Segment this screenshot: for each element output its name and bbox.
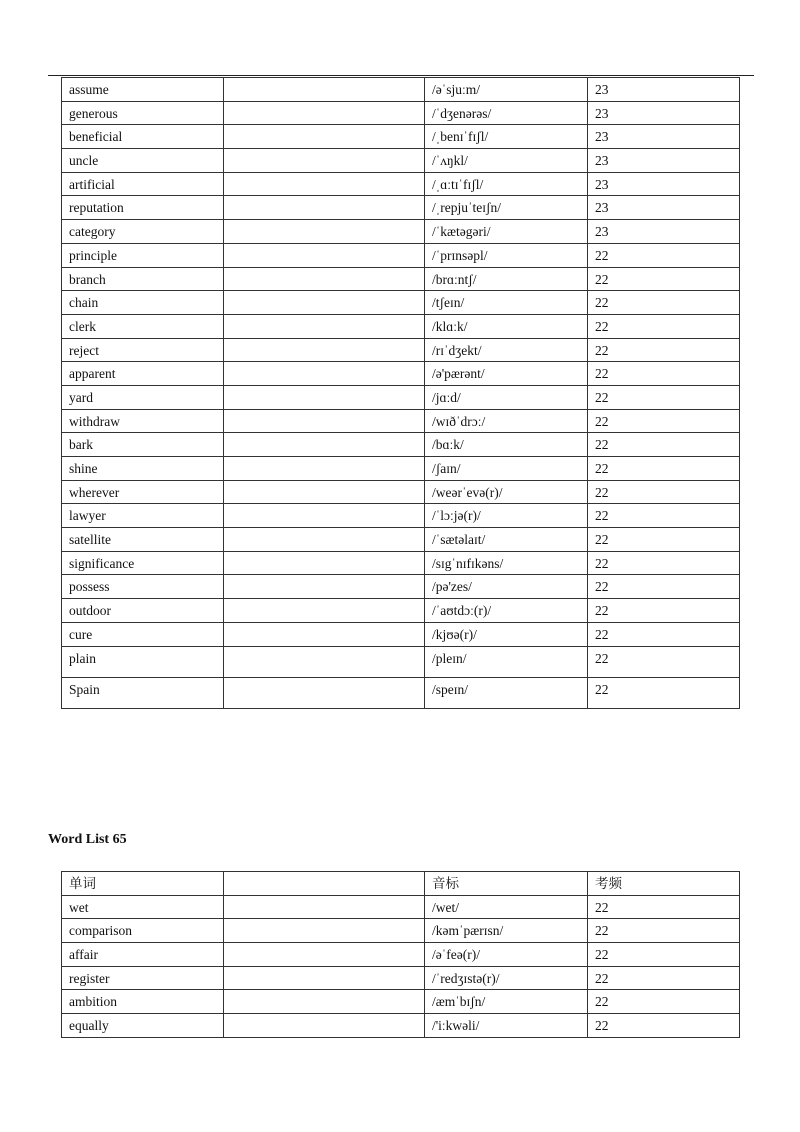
phonetic-cell: /ˈsætəlaɪt/ [425, 528, 588, 552]
blank-cell [224, 599, 425, 623]
frequency-cell: 23 [588, 220, 740, 244]
word-cell: reputation [62, 196, 224, 220]
blank-cell [224, 196, 425, 220]
word-table-continued [61, 77, 740, 709]
frequency-cell: 22 [588, 677, 740, 708]
blank-cell [224, 78, 425, 102]
frequency-cell: 22 [588, 314, 740, 338]
table-row [62, 919, 740, 943]
word-cell: satellite [62, 528, 224, 552]
table-row [62, 457, 740, 481]
table-row [62, 575, 740, 599]
frequency-cell: 23 [588, 172, 740, 196]
word-cell: assume [62, 78, 224, 102]
word-cell: outdoor [62, 599, 224, 623]
blank-cell [224, 172, 425, 196]
blank-cell [224, 622, 425, 646]
word-cell: comparison [62, 919, 224, 943]
frequency-cell: 23 [588, 78, 740, 102]
blank-cell [224, 480, 425, 504]
phonetic-cell: /əˈfeə(r)/ [425, 943, 588, 967]
frequency-cell: 22 [588, 575, 740, 599]
frequency-cell: 22 [588, 990, 740, 1014]
table-row [62, 895, 740, 919]
frequency-cell: 22 [588, 480, 740, 504]
blank-cell [224, 677, 425, 708]
blank-cell [224, 433, 425, 457]
frequency-cell: 22 [588, 504, 740, 528]
blank-cell [224, 966, 425, 990]
phonetic-cell: /klɑːk/ [425, 314, 588, 338]
page-header-rule [48, 75, 754, 76]
word-cell: branch [62, 267, 224, 291]
table-row [62, 196, 740, 220]
section-title: Word List 65 [48, 832, 127, 847]
phonetic-cell: /weərˈevə(r)/ [425, 480, 588, 504]
frequency-cell: 22 [588, 433, 740, 457]
phonetic-cell: /ˈkætəgəri/ [425, 220, 588, 244]
frequency-cell: 22 [588, 895, 740, 919]
table-row [62, 599, 740, 623]
phonetic-cell: /əˈsjuːm/ [425, 78, 588, 102]
word-cell: generous [62, 101, 224, 125]
blank-cell [224, 385, 425, 409]
blank-cell [224, 338, 425, 362]
frequency-cell: 22 [588, 622, 740, 646]
header-phonetic: 音标 [425, 872, 588, 896]
word-cell: equally [62, 1014, 224, 1038]
blank-cell [224, 125, 425, 149]
phonetic-cell: /brɑːntʃ/ [425, 267, 588, 291]
table-row [62, 622, 740, 646]
frequency-cell: 22 [588, 943, 740, 967]
table-row [62, 966, 740, 990]
blank-cell [224, 943, 425, 967]
table-row [62, 646, 740, 677]
blank-cell [224, 895, 425, 919]
table-row [62, 409, 740, 433]
frequency-cell: 22 [588, 599, 740, 623]
word-cell: bark [62, 433, 224, 457]
word-cell: shine [62, 457, 224, 481]
phonetic-cell: /bɑːk/ [425, 433, 588, 457]
frequency-cell: 22 [588, 1014, 740, 1038]
phonetic-cell: /ˈaʊtdɔː(r)/ [425, 599, 588, 623]
blank-cell [224, 1014, 425, 1038]
phonetic-cell: /pleɪn/ [425, 646, 588, 677]
phonetic-cell: /jɑːd/ [425, 385, 588, 409]
word-cell: Spain [62, 677, 224, 708]
table-row [62, 1014, 740, 1038]
phonetic-cell: /wɪðˈdrɔː/ [425, 409, 588, 433]
phonetic-cell: /speɪn/ [425, 677, 588, 708]
blank-cell [224, 314, 425, 338]
frequency-cell: 22 [588, 646, 740, 677]
word-cell: apparent [62, 362, 224, 386]
table-row [62, 551, 740, 575]
frequency-cell: 22 [588, 267, 740, 291]
word-cell: artificial [62, 172, 224, 196]
frequency-cell: 23 [588, 149, 740, 173]
blank-cell [224, 267, 425, 291]
phonetic-cell: /kəmˈpærɪsn/ [425, 919, 588, 943]
blank-cell [224, 919, 425, 943]
phonetic-cell: /ˌɑːtɪˈfɪʃl/ [425, 172, 588, 196]
word-cell: possess [62, 575, 224, 599]
word-cell: principle [62, 243, 224, 267]
word-cell: reject [62, 338, 224, 362]
frequency-cell: 23 [588, 196, 740, 220]
word-cell: category [62, 220, 224, 244]
frequency-cell: 22 [588, 243, 740, 267]
word-cell: lawyer [62, 504, 224, 528]
phonetic-cell: /ˈlɔːjə(r)/ [425, 504, 588, 528]
header-blank [224, 872, 425, 896]
table-row [62, 943, 740, 967]
word-cell: yard [62, 385, 224, 409]
blank-cell [224, 457, 425, 481]
phonetic-cell: /ˈdʒenərəs/ [425, 101, 588, 125]
word-cell: plain [62, 646, 224, 677]
table-row [62, 291, 740, 315]
table-row [62, 433, 740, 457]
blank-cell [224, 551, 425, 575]
frequency-cell: 22 [588, 338, 740, 362]
phonetic-cell: /pə'zes/ [425, 575, 588, 599]
blank-cell [224, 409, 425, 433]
blank-cell [224, 149, 425, 173]
phonetic-cell: /ˌrepjuˈteɪʃn/ [425, 196, 588, 220]
table-row [62, 149, 740, 173]
word-cell: clerk [62, 314, 224, 338]
frequency-cell: 22 [588, 409, 740, 433]
phonetic-cell: /æmˈbɪʃn/ [425, 990, 588, 1014]
phonetic-cell: /ˈʌŋkl/ [425, 149, 588, 173]
frequency-cell: 22 [588, 457, 740, 481]
phonetic-cell: /ˈprɪnsəpl/ [425, 243, 588, 267]
table-row [62, 385, 740, 409]
table-row [62, 101, 740, 125]
header-word: 单词 [62, 872, 224, 896]
word-cell: wherever [62, 480, 224, 504]
frequency-cell: 22 [588, 919, 740, 943]
table-row [62, 990, 740, 1014]
blank-cell [224, 575, 425, 599]
phonetic-cell: /ˈredʒɪstə(r)/ [425, 966, 588, 990]
phonetic-cell: /wet/ [425, 895, 588, 919]
word-cell: beneficial [62, 125, 224, 149]
word-cell: ambition [62, 990, 224, 1014]
blank-cell [224, 291, 425, 315]
word-cell: significance [62, 551, 224, 575]
phonetic-cell: /ˌbenɪˈfɪʃl/ [425, 125, 588, 149]
table-row [62, 338, 740, 362]
blank-cell [224, 646, 425, 677]
blank-cell [224, 243, 425, 267]
table-row [62, 220, 740, 244]
table-row [62, 362, 740, 386]
blank-cell [224, 504, 425, 528]
frequency-cell: 23 [588, 101, 740, 125]
header-frequency: 考频 [588, 872, 740, 896]
phonetic-cell: /'iːkwəli/ [425, 1014, 588, 1038]
phonetic-cell: /sɪgˈnɪfɪkəns/ [425, 551, 588, 575]
table-row [62, 677, 740, 708]
frequency-cell: 22 [588, 966, 740, 990]
table-row [62, 267, 740, 291]
table-row [62, 172, 740, 196]
table-row [62, 504, 740, 528]
frequency-cell: 22 [588, 362, 740, 386]
frequency-cell: 22 [588, 551, 740, 575]
table-row [62, 125, 740, 149]
word-cell: affair [62, 943, 224, 967]
frequency-cell: 22 [588, 385, 740, 409]
table-row [62, 78, 740, 102]
table-header-row [62, 872, 740, 896]
word-cell: wet [62, 895, 224, 919]
word-cell: uncle [62, 149, 224, 173]
frequency-cell: 23 [588, 125, 740, 149]
word-cell: register [62, 966, 224, 990]
table-row [62, 528, 740, 552]
table-row [62, 480, 740, 504]
word-cell: cure [62, 622, 224, 646]
table-row [62, 314, 740, 338]
word-cell: chain [62, 291, 224, 315]
phonetic-cell: /rɪˈdʒekt/ [425, 338, 588, 362]
word-cell: withdraw [62, 409, 224, 433]
blank-cell [224, 101, 425, 125]
blank-cell [224, 528, 425, 552]
phonetic-cell: /ʃaɪn/ [425, 457, 588, 481]
phonetic-cell: /tʃeɪn/ [425, 291, 588, 315]
word-table-list-65 [61, 871, 740, 1038]
phonetic-cell: /kjʊə(r)/ [425, 622, 588, 646]
table-row [62, 243, 740, 267]
phonetic-cell: /ə'pærənt/ [425, 362, 588, 386]
frequency-cell: 22 [588, 291, 740, 315]
blank-cell [224, 220, 425, 244]
blank-cell [224, 990, 425, 1014]
frequency-cell: 22 [588, 528, 740, 552]
blank-cell [224, 362, 425, 386]
